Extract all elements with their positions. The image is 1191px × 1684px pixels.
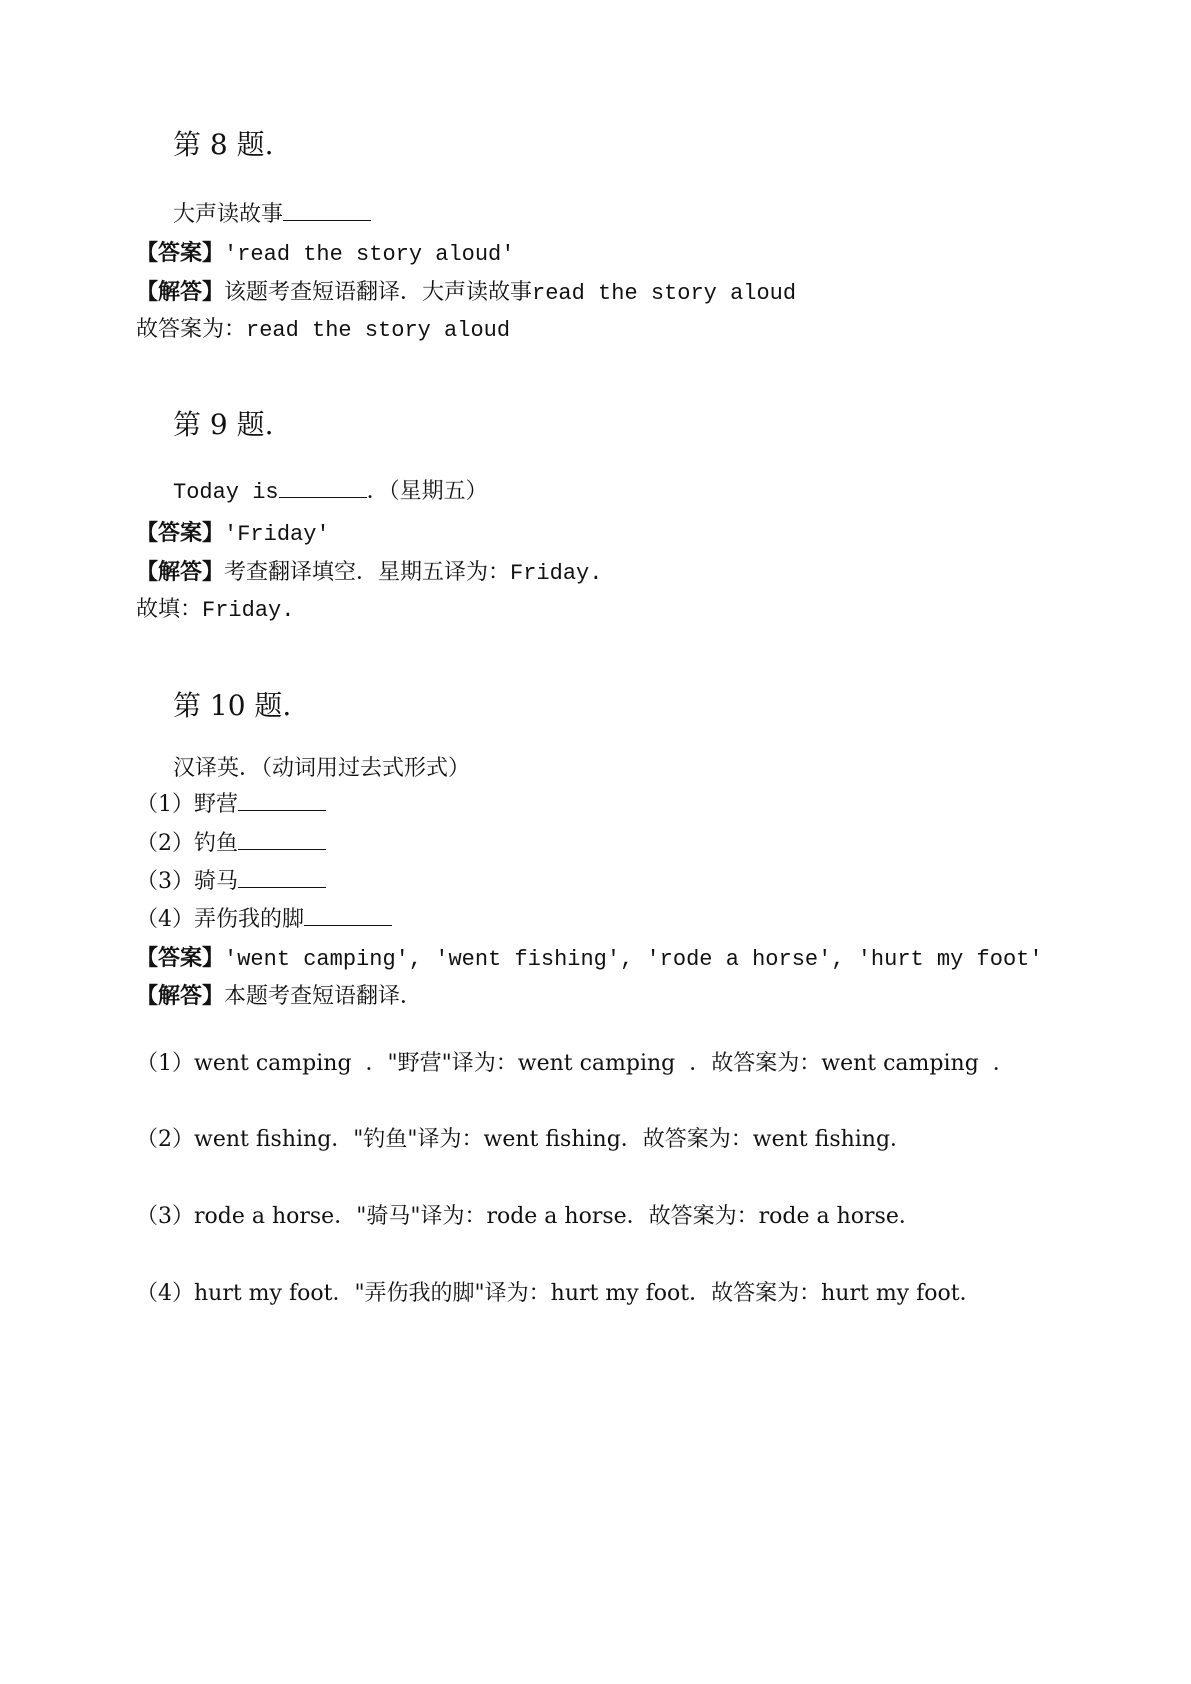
q8-question-text: 大声读故事 — [173, 202, 284, 227]
q10-item-text: （2）钓鱼 — [136, 831, 238, 856]
q10-answer-line — [136, 944, 1043, 974]
q8-analysis-tag: 【解答】 — [136, 279, 225, 305]
q10-item-text: （3）骑马 — [136, 869, 238, 894]
q10-item-text: （1）野营 — [136, 792, 238, 817]
q9-conclusion-en: Friday. — [202, 598, 295, 623]
q10-analysis-text: 本题考查短语翻译． — [224, 984, 423, 1009]
q8-question — [173, 200, 371, 229]
q9-conclusion-prefix: 故填： — [136, 597, 203, 622]
q10-explanation-1: （1）went camping ．"野营"译为：went camping ．故答案为：went camping ． — [136, 1051, 1015, 1076]
q10-answer-tag: 【答案】 — [136, 945, 225, 971]
q9-answer: 'Friday' — [224, 522, 330, 547]
q10-item-2 — [136, 829, 326, 858]
q10-item-4 — [136, 905, 392, 934]
q8-analysis-line — [136, 278, 796, 308]
q10-answer: 'went camping', 'went fishing', 'rode a horse', 'hurt my foot' — [224, 947, 1043, 972]
q10-question: 汉译英．（动词用过去式形式） — [173, 756, 471, 781]
q8-analysis-en: read the story aloud — [532, 281, 797, 306]
q9-analysis-text: 考查翻译填空．星期五译为： — [224, 560, 511, 585]
q8-answer-blank — [283, 200, 371, 221]
q9-analysis-en: Friday. — [510, 561, 603, 586]
q9-answer-tag: 【答案】 — [136, 520, 225, 546]
q10-item-blank — [238, 867, 326, 888]
q9-heading: 第 9 题. — [173, 408, 274, 441]
q8-answer-line — [136, 239, 514, 269]
q10-item-text: （4）弄伤我的脚 — [136, 907, 304, 932]
q10-item-blank — [238, 829, 326, 850]
q9-answer-blank — [279, 477, 367, 498]
q10-item-blank — [304, 905, 392, 926]
q10-explanation-3: （3）rode a horse．"骑马"译为：rode a horse．故答案为：rode a horse． — [136, 1204, 921, 1229]
q9-question — [173, 477, 488, 507]
q9-analysis-tag: 【解答】 — [136, 559, 225, 585]
q10-analysis-tag: 【解答】 — [136, 983, 225, 1009]
q9-conclusion — [136, 596, 294, 625]
q8-answer: 'read the story aloud' — [224, 242, 515, 267]
q10-explanation-4: （4）hurt my foot．"弄伤我的脚"译为：hurt my foot．故答案为：hurt my foot． — [136, 1281, 982, 1306]
q8-heading: 第 8 题. — [173, 128, 274, 161]
q10-item-blank — [238, 790, 326, 811]
q8-conclusion — [136, 316, 510, 345]
q9-question-prefix: Today is — [173, 480, 279, 505]
q9-analysis-line — [136, 558, 602, 588]
q10-item-3 — [136, 867, 326, 896]
q9-answer-line — [136, 519, 330, 549]
q9-question-suffix: ．（星期五） — [366, 479, 488, 504]
q8-analysis-text: 该题考查短语翻译．大声读故事 — [224, 280, 533, 305]
q8-answer-tag: 【答案】 — [136, 240, 225, 266]
q10-explanation-2: （2）went fishing．"钓鱼"译为：went fishing．故答案为：went fishing． — [136, 1127, 913, 1152]
q10-analysis-line — [136, 982, 422, 1011]
q8-conclusion-en: read the story aloud — [246, 318, 511, 343]
q8-conclusion-prefix: 故答案为： — [136, 317, 247, 342]
q10-heading: 第 10 题. — [173, 689, 292, 722]
q10-item-1 — [136, 790, 326, 819]
